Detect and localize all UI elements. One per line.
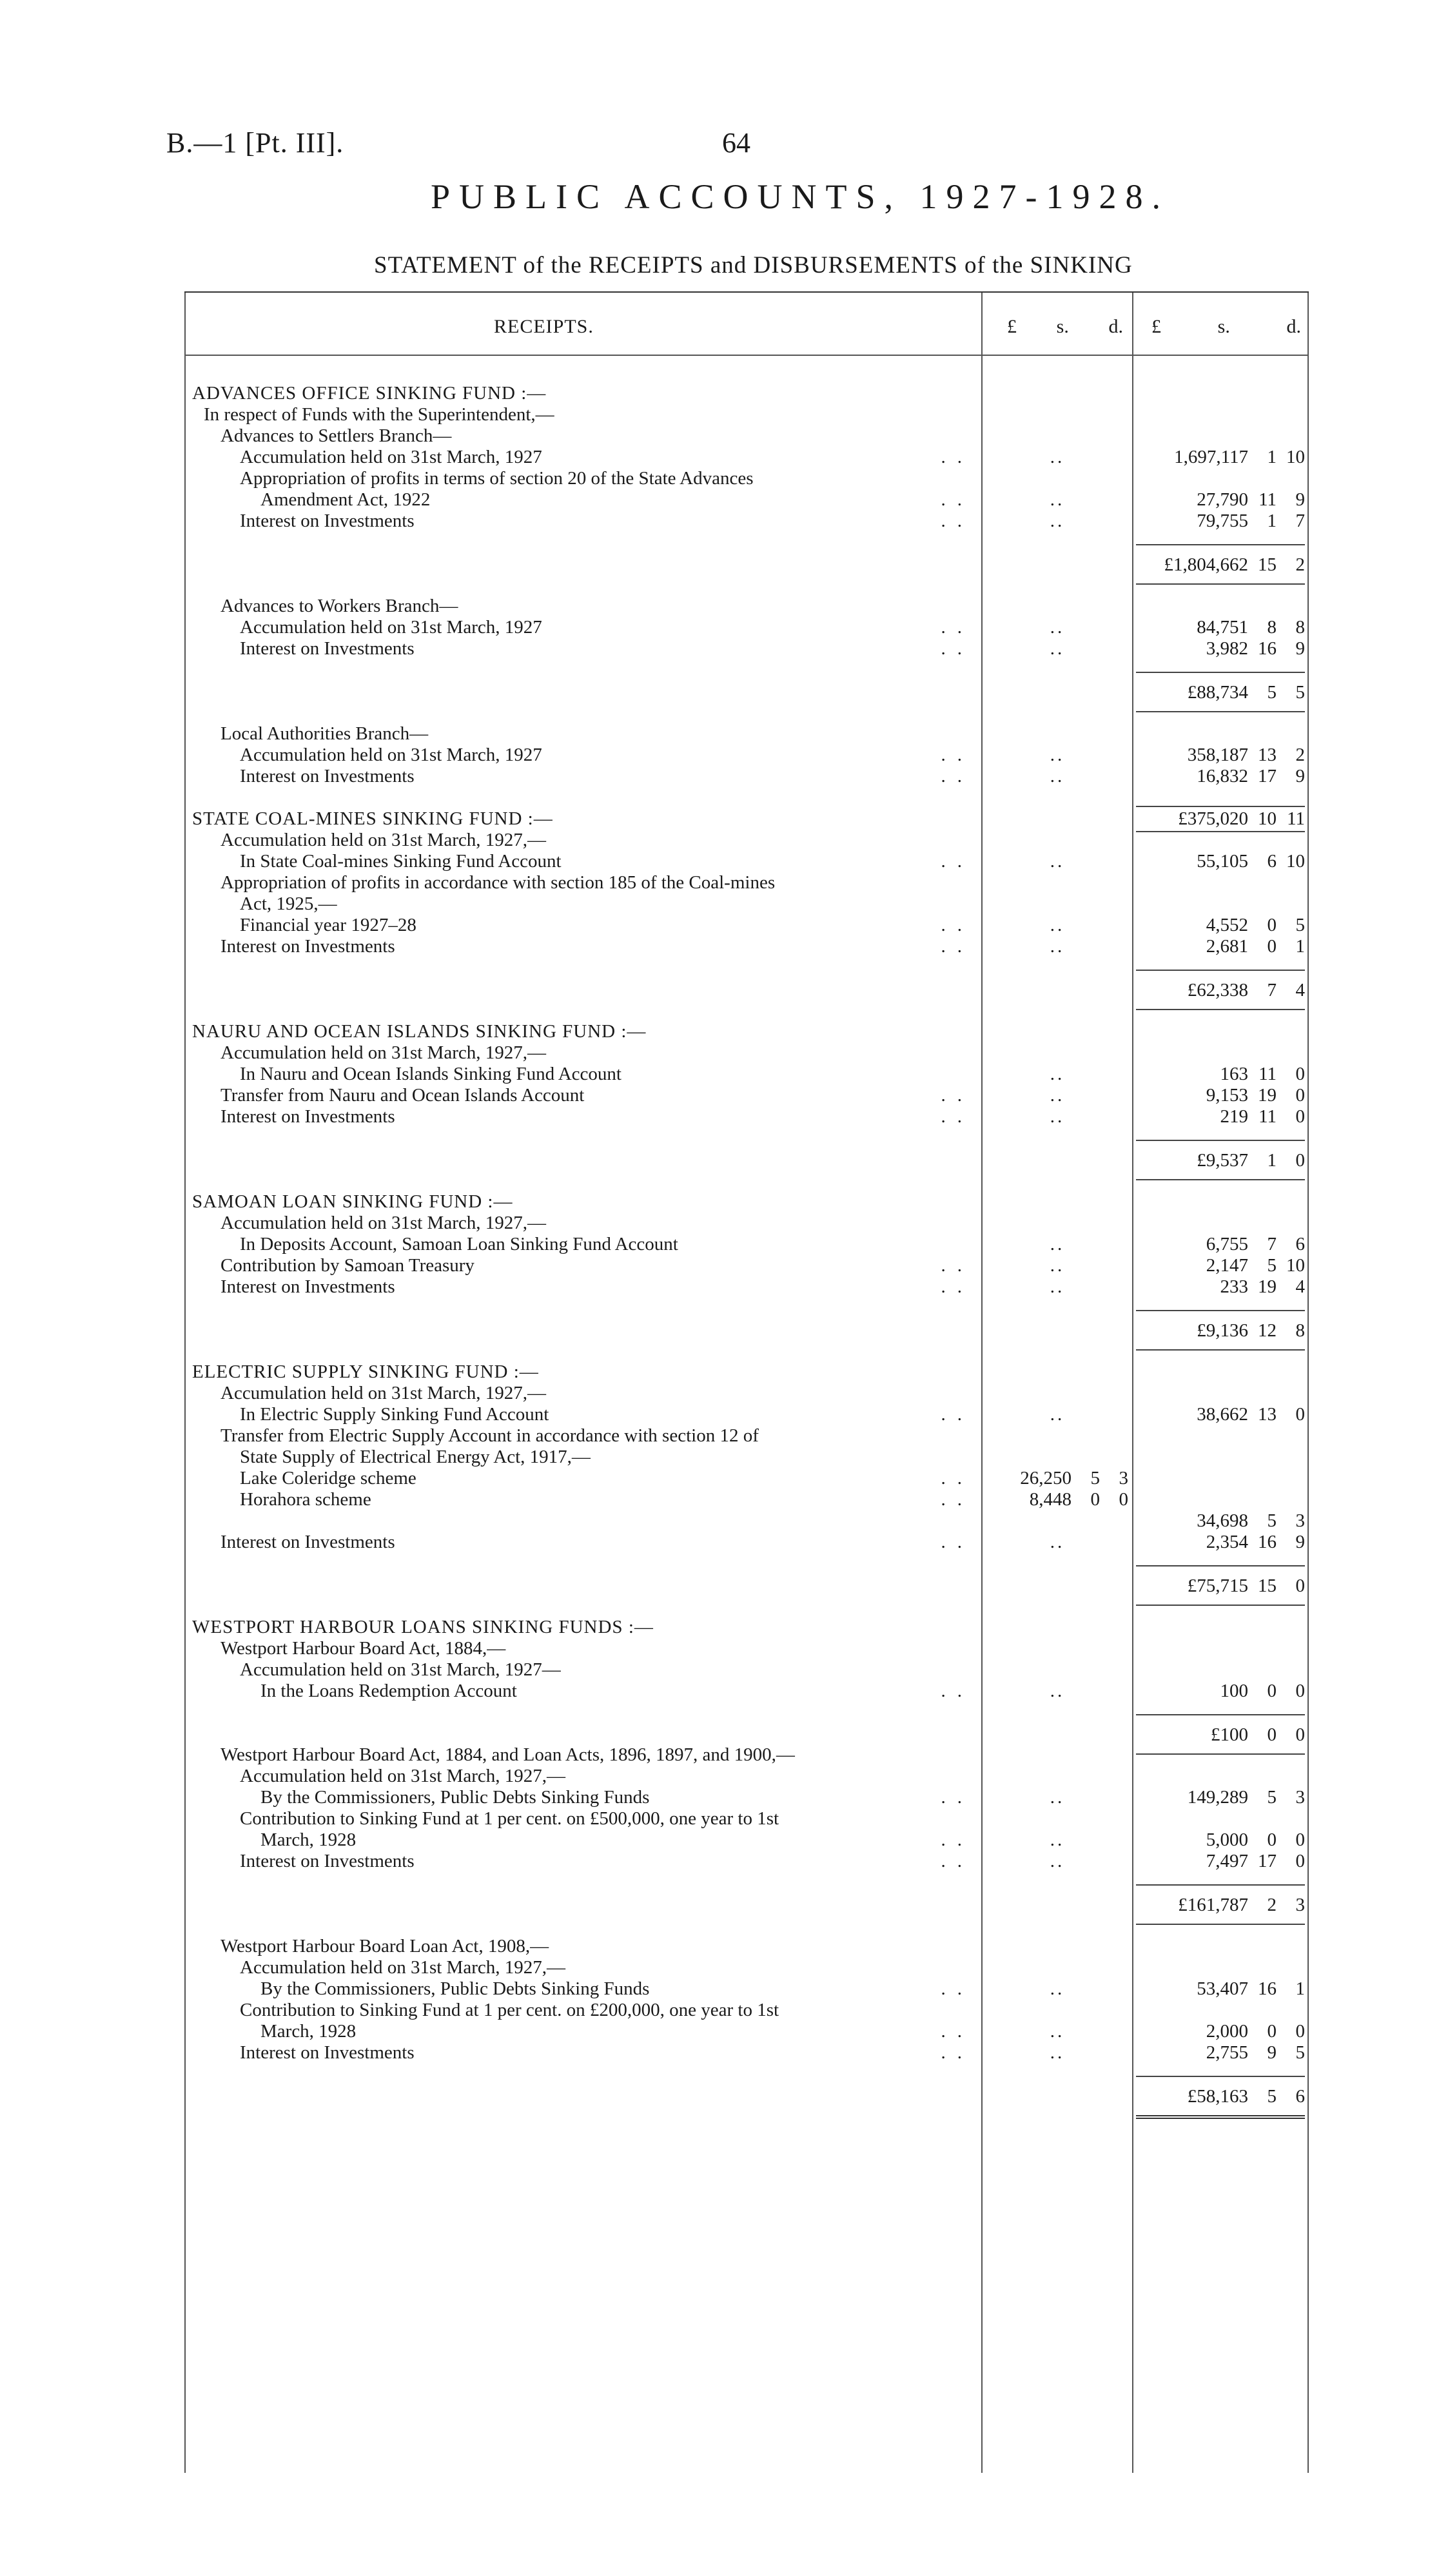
section-total: £62,338 7 4 (184, 979, 1309, 1000)
line-item: Interest on Investments .. .. 219 11 0 (220, 1106, 1305, 1127)
line-item: March, 1928 .. .. 5,000 0 0 (260, 1830, 1305, 1850)
line-item: In respect of Funds with the Superintendent,— (204, 404, 554, 425)
branch-total: £58,163 5 6 (184, 2085, 1309, 2106)
line-item: Amendment Act, 1922 .. .. 27,790 11 9 (260, 489, 1305, 510)
pence-header: d. (1108, 316, 1123, 337)
section-total: £9,136 12 8 (184, 1319, 1309, 1340)
line-item: Appropriation of profits in accordance with section 185 of the Coal-mines (220, 872, 776, 893)
line-item: Act, 1925,— (240, 893, 337, 914)
page-number: 64 (722, 127, 750, 159)
branch-label: Westport Harbour Board Loan Act, 1908,— (220, 1936, 549, 1956)
line-item: Accumulation held on 31st March, 1927,— (220, 1042, 546, 1063)
receipts-ledger (184, 291, 1309, 2576)
line-item: March, 1928 .. .. 2,000 0 0 (260, 2021, 1305, 2042)
line-item: Accumulation held on 31st March, 1927,— (220, 830, 546, 850)
total-money-header (1151, 316, 1301, 338)
line-item: In Electric Supply Sinking Fund Account .. .. 38,662 13 0 (240, 1404, 1305, 1425)
line-item: Appropriation of profits in terms of section 20 of the State Advances (240, 468, 754, 489)
branch-total: £100 0 0 (184, 1723, 1309, 1744)
pound-header: £ (1151, 316, 1161, 337)
line-item: Interest on Investments .. .. 16,832 17 9 (240, 766, 1305, 786)
detail-money-header (1007, 316, 1123, 338)
line-item: 34,698 5 3 (1197, 1510, 1305, 1531)
branch-label: Advances to Settlers Branch— (220, 425, 452, 446)
branch-total: £1,804,662 15 2 (184, 553, 1309, 574)
header-divider (184, 355, 1309, 356)
section-total: £9,537 1 0 (184, 1149, 1309, 1170)
pence-header: d. (1286, 316, 1301, 337)
line-item: In Nauru and Ocean Islands Sinking Fund Account .. 163 11 0 (240, 1064, 1305, 1084)
branch-total: £88,734 5 5 (184, 681, 1309, 702)
line-item: Financial year 1927–28 .. .. 4,552 0 5 (240, 915, 1305, 935)
statement-subtitle: STATEMENT of the RECEIPTS and DISBURSEMENTS of the SINKING (374, 252, 1133, 278)
branch-label: Local Authorities Branch— (220, 723, 429, 744)
section-heading: NAURU AND OCEAN ISLANDS SINKING FUND :— (192, 1021, 647, 1042)
line-item: Contribution by Samoan Treasury .. .. 2,147 5 10 (220, 1255, 1305, 1276)
line-item: By the Commissioners, Public Debts Sinking Funds .. .. 149,289 5 3 (260, 1787, 1305, 1808)
line-item: State Supply of Electrical Energy Act, 1917,— (240, 1447, 591, 1467)
line-item: Contribution to Sinking Fund at 1 per cent. on £200,000, one year to 1st (240, 2000, 779, 2020)
line-item: Accumulation held on 31st March, 1927 .. .. 358,187 13 2 (240, 745, 1305, 765)
section-heading: SAMOAN LOAN SINKING FUND :— (192, 1191, 513, 1212)
line-item: Interest on Investments .. .. 2,681 0 1 (220, 936, 1305, 957)
shilling-header: s. (1056, 316, 1069, 337)
section-total: £75,715 15 0 (184, 1574, 1309, 1595)
line-item: Accumulation held on 31st March, 1927,— (240, 1766, 565, 1786)
ledger-body (184, 383, 1309, 2106)
line-item: Interest on Investments .. .. 2,354 16 9 (220, 1532, 1305, 1552)
pound-header: £ (1007, 316, 1017, 337)
line-item: Interest on Investments .. .. 233 19 4 (220, 1276, 1305, 1297)
shilling-header: s. (1217, 316, 1230, 337)
section-heading: ELECTRIC SUPPLY SINKING FUND :— (192, 1361, 539, 1382)
line-item: Interest on Investments .. .. 7,497 17 0 (240, 1851, 1305, 1871)
line-item: Lake Coleridge scheme .. 26,250 5 3 (240, 1468, 1128, 1488)
line-item: By the Commissioners, Public Debts Sinking Funds .. .. 53,407 16 1 (260, 1978, 1305, 1999)
line-item: In Deposits Account, Samoan Loan Sinking Fund Account .. 6,755 7 6 (240, 1234, 1305, 1254)
line-item: Transfer from Nauru and Ocean Islands Account .. .. 9,153 19 0 (220, 1085, 1305, 1106)
line-item: Accumulation held on 31st March, 1927,— (240, 1957, 565, 1978)
branch-label: Advances to Workers Branch— (220, 596, 458, 616)
section-heading: ADVANCES OFFICE SINKING FUND :— (192, 383, 547, 404)
line-item: In State Coal-mines Sinking Fund Account .. .. 55,105 6 10 (240, 851, 1305, 872)
line-item: Contribution to Sinking Fund at 1 per cent. on £500,000, one year to 1st (240, 1808, 779, 1829)
page-title: PUBLIC ACCOUNTS, 1927-1928. (430, 177, 1170, 216)
branch-label: Westport Harbour Board Act, 1884, and Loan Acts, 1896, 1897, and 1900,— (220, 1744, 795, 1765)
line-item: Interest on Investments .. .. 79,755 1 7 (240, 511, 1305, 531)
line-item: Accumulation held on 31st March, 1927 .. .. 84,751 8 8 (240, 617, 1305, 638)
line-item: In the Loans Redemption Account .. .. 100 0 0 (260, 1681, 1305, 1701)
page-reference: B.—1 [Pt. III]. (166, 127, 344, 159)
branch-total: £161,787 2 3 (184, 1893, 1309, 1915)
line-item: Transfer from Electric Supply Account in accordance with section 12 of (220, 1425, 759, 1446)
line-item: Horahora scheme .. 8,448 0 0 (240, 1489, 1128, 1510)
line-item: Accumulation held on 31st March, 1927,— (220, 1213, 546, 1233)
section-heading: STATE COAL-MINES SINKING FUND :— £375,020 10 11 (184, 808, 1309, 830)
line-item: Interest on Investments .. .. 2,755 9 5 (240, 2042, 1305, 2063)
receipts-column-header: RECEIPTS. (494, 316, 594, 337)
line-item: Accumulation held on 31st March, 1927— (240, 1659, 561, 1680)
branch-label: Westport Harbour Board Act, 1884,— (220, 1638, 506, 1659)
section-heading: WESTPORT HARBOUR LOANS SINKING FUNDS :— (192, 1617, 654, 1637)
line-item: Accumulation held on 31st March, 1927 .. .. 1,697,117 1 10 (240, 447, 1305, 467)
line-item: Accumulation held on 31st March, 1927,— (220, 1383, 546, 1403)
line-item: Interest on Investments .. .. 3,982 16 9 (240, 638, 1305, 659)
